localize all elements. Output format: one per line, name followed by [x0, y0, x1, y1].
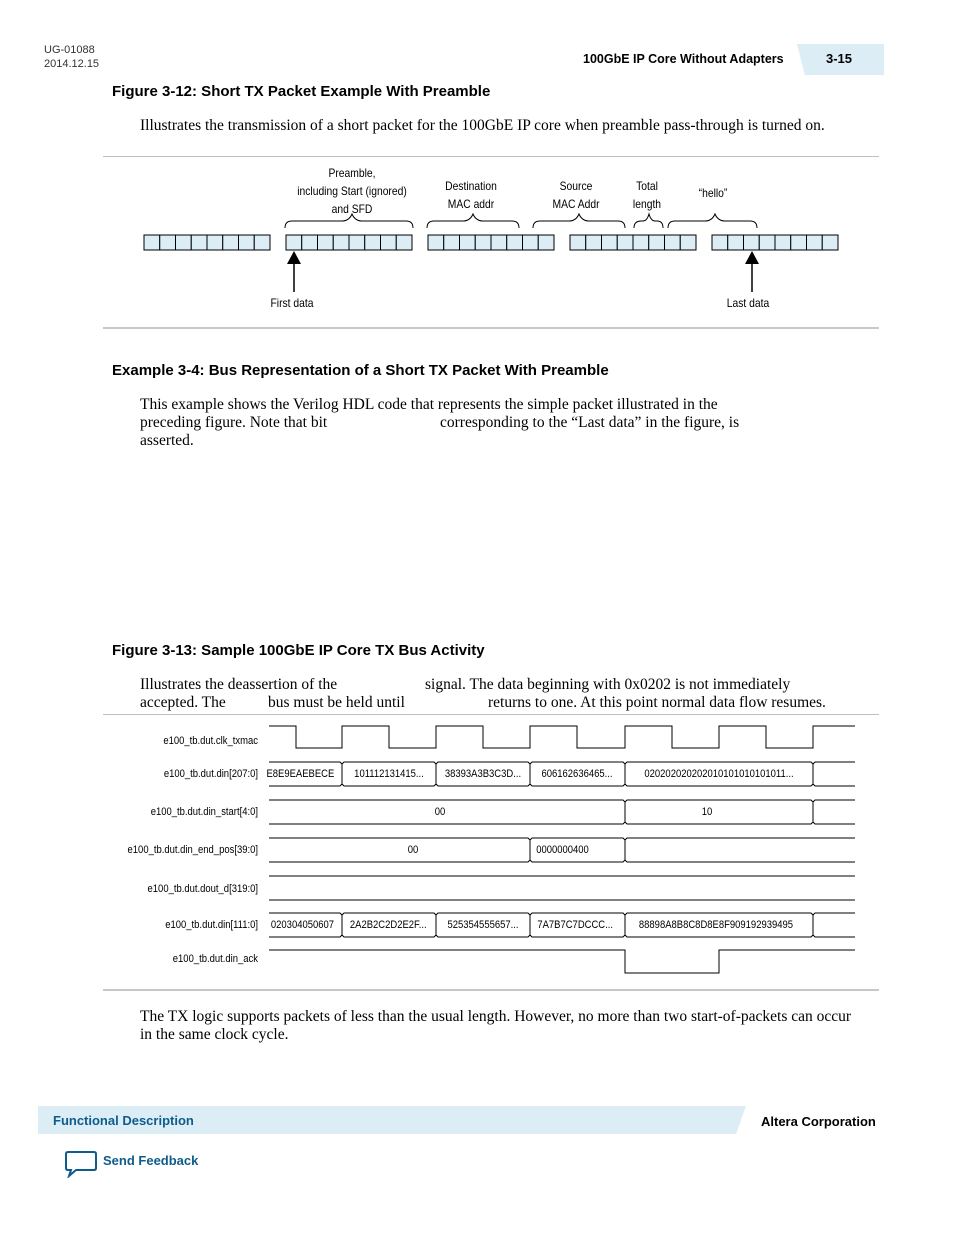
din-value-1: 101112131415... — [354, 768, 424, 780]
figure-13-caption-1a: Illustrates the deassertion of the — [140, 676, 338, 693]
doc-date: 2014.12.15 — [44, 58, 100, 70]
din111-value-4: 88898A8B8C8D8E8F909192939495 — [638, 919, 794, 931]
figure-13-title: Figure 3-13: Sample 100GbE IP Core TX Bus Activity — [112, 642, 485, 659]
figure-13-caption-2a: accepted. The — [140, 694, 226, 711]
example-34-line-2b: corresponding to the “Last data” in the figure, is — [440, 414, 740, 431]
closing-paragraph: The TX logic supports packets of less than the usual length. However, no more than two start-of-packets can occur in the same clock cycle. — [140, 1008, 852, 1043]
figure-12-title: Figure 3-12: Short TX Packet Example With Preamble — [112, 83, 491, 100]
send-feedback-link[interactable]: Send Feedback — [103, 1153, 199, 1168]
din-start-bus — [269, 800, 855, 824]
din-end-pos-value-1: 0000000400 — [536, 844, 589, 856]
din111-value-3: 7A7B7C7DCCC... — [537, 919, 614, 931]
signal-din-207: e100_tb.dut.din[207:0] — [163, 768, 258, 780]
din-value-2: 38393A3B3C3D... — [444, 768, 522, 780]
signal-din-end-pos: e100_tb.dut.din_end_pos[39:0] — [127, 844, 258, 856]
din-value-0: E8E9EAEBECE — [266, 768, 335, 780]
din-start-value-1: 10 — [701, 806, 713, 818]
din-ack-wave — [269, 950, 855, 973]
example-34-line-2a: preceding figure. Note that bit — [140, 414, 328, 431]
page-number: 3-15 — [826, 51, 853, 66]
signal-dout-d: e100_tb.dut.dout_d[319:0] — [147, 883, 258, 895]
din111-value-2: 525354555657... — [447, 919, 519, 931]
figure-13-caption-2b: bus must be held until — [268, 694, 405, 711]
din111-value-1: 2A2B2C2D2E2F... — [349, 919, 427, 931]
signal-clk-txmac: e100_tb.dut.clk_txmac — [163, 735, 258, 747]
signal-din-ack: e100_tb.dut.din_ack — [172, 953, 258, 965]
example-34-line-1: This example shows the Verilog HDL code that represents the simple packet illustrated in the — [140, 396, 718, 413]
label-hello: “hello” — [698, 186, 728, 200]
din-value-3: 606162636465... — [541, 768, 613, 780]
dout-d-bus — [269, 876, 855, 900]
figure-13-caption-1b: signal. The data beginning with 0x0202 is not immediately — [425, 676, 791, 693]
header-title: 100GbE IP Core Without Adapters — [583, 52, 784, 66]
footer-section[interactable]: Functional Description — [53, 1113, 194, 1128]
label-source: Source MAC Addr — [552, 179, 600, 211]
label-first-data: First data — [270, 296, 314, 310]
din-value-4: 020202020202010101010101011... — [644, 768, 794, 780]
figure-13-bottom-rule — [103, 989, 879, 991]
din-start-value-0: 00 — [434, 806, 446, 818]
doc-number: UG-01088 — [44, 44, 95, 56]
label-destination: Destination MAC addr — [445, 179, 497, 211]
example-34-line-3: asserted. — [140, 432, 194, 449]
label-last-data: Last data — [726, 296, 770, 310]
din-end-pos-value-0: 00 — [407, 844, 419, 856]
feedback-icon[interactable] — [64, 1150, 98, 1178]
din111-value-0: 020304050607 — [270, 919, 335, 931]
clk-wave — [269, 726, 855, 748]
signal-din-111: e100_tb.dut.din[111:0] — [165, 919, 258, 931]
signal-din-start: e100_tb.dut.din_start[4:0] — [150, 806, 258, 818]
figure-13-caption-2c: returns to one. At this point normal data flow resumes. — [488, 694, 826, 711]
footer-company: Altera Corporation — [761, 1114, 876, 1129]
example-34-title: Example 3-4: Bus Representation of a Short TX Packet With Preamble — [112, 362, 609, 379]
label-total-length: Total length — [632, 179, 662, 211]
label-preamble: Preamble, including Start (ignored) and SFD — [297, 166, 407, 216]
figure-12-caption: Illustrates the transmission of a short packet for the 100GbE IP core when preamble pass-through is turned on. — [140, 117, 825, 134]
